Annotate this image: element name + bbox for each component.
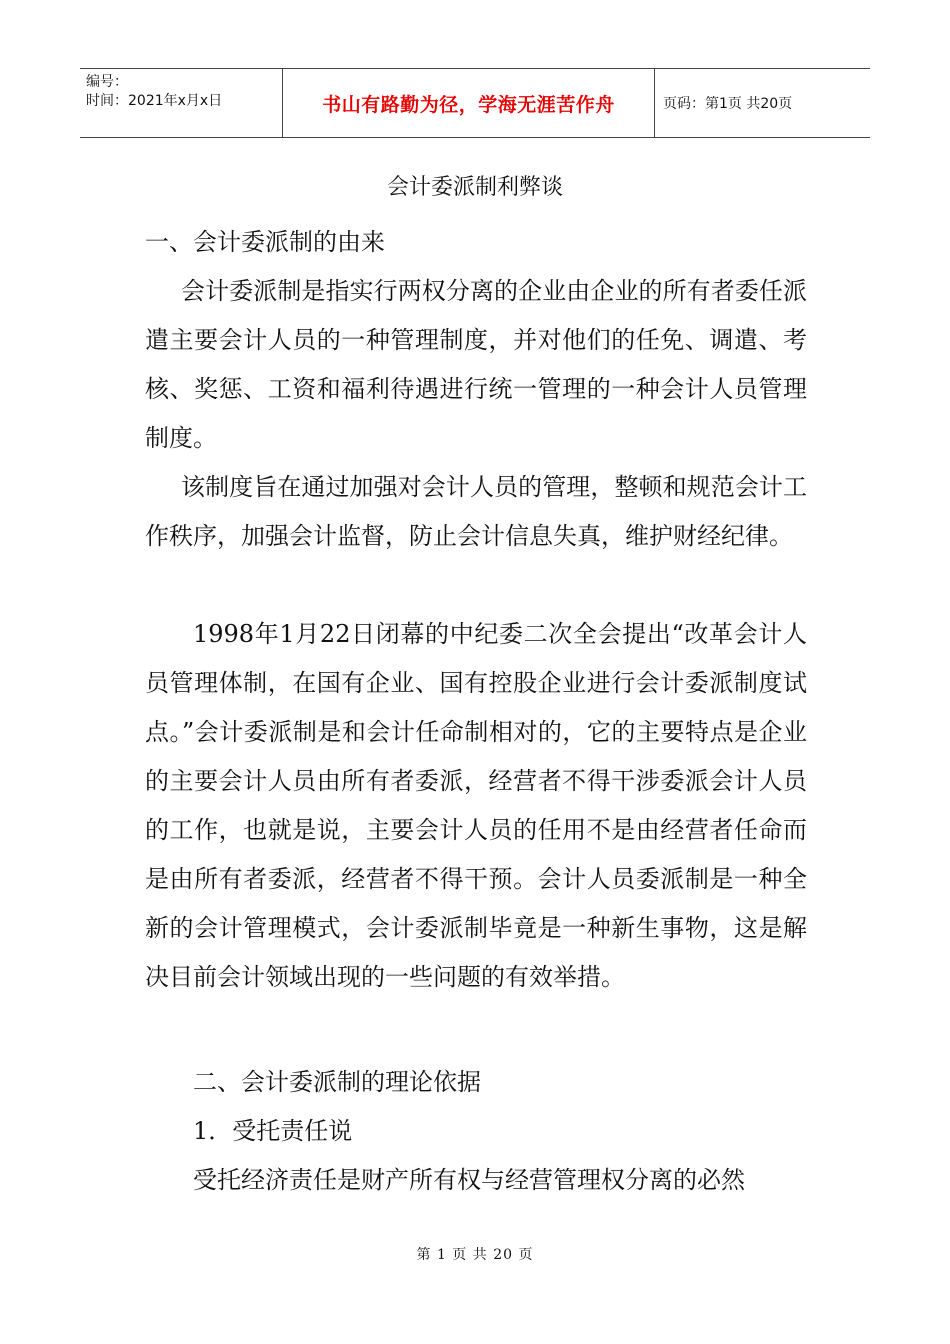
serial-label: 编号：: [86, 74, 128, 90]
date-label: 时间：2021年x月x日: [86, 93, 223, 109]
paragraph-text: 1998年1月22日闭幕的中纪委二次全会提出“改革会计人员管理体制，在国有企业、国有控股企业进行会计委派制度试点。”会计委派制是和会计任命制相对的，它的主要特点是企业的主要会计人员由所有者委派，经营者不得干涉委派会计人员的工作，也就是说，主要会计人员的任用不是由经营者任命而是由所有者委派，经营者不得干预。会计人员委派制是一种全新的会计管理模式，会计委派制毕竟是一种新生事物，这是解决目前会计领域出现的一些问题的有效举措。: [145, 620, 807, 991]
paragraph-4: [145, 1156, 807, 1205]
page-footer: 第 1 页 共 20 页: [416, 1247, 534, 1263]
paragraph-text: 会计委派制是指实行两权分离的企业由企业的所有者委任派遣主要会计人员的一种管理制度，并对他们的任免、调遣、考核、奖惩、工资和福利待遇进行统一管理的一种会计人员管理制度。: [145, 277, 807, 452]
header-meta-cell: [80, 69, 282, 137]
paragraph-1: [145, 267, 807, 463]
header-table: [80, 68, 870, 138]
header-motto-cell: [282, 69, 655, 137]
heading-text: 一、会计委派制的由来: [145, 228, 385, 256]
motto-text: 书山有路勤为径，学海无涯苦作舟: [322, 93, 615, 116]
subheading-text: 1．受托责任说: [193, 1117, 353, 1145]
page-info: 页码：第1页 共20页: [663, 96, 793, 112]
paragraph-text: 该制度旨在通过加强对会计人员的管理，整顿和规范会计工作秩序，加强会计监督，防止会计信息失真，维护财经纪律。: [145, 473, 807, 550]
paragraph-text: 受托经济责任是财产所有权与经营管理权分离的必然: [193, 1166, 745, 1194]
subheading-1: [145, 1107, 807, 1156]
document-title: 会计委派制利弊谈: [386, 175, 563, 200]
paragraph-3: [145, 610, 807, 1002]
section-heading-2: [145, 1058, 807, 1107]
header-page-cell: [655, 69, 870, 137]
section-heading-1: [145, 218, 807, 267]
heading-text: 二、会计委派制的理论依据: [193, 1068, 481, 1096]
paragraph-2: [145, 463, 807, 561]
